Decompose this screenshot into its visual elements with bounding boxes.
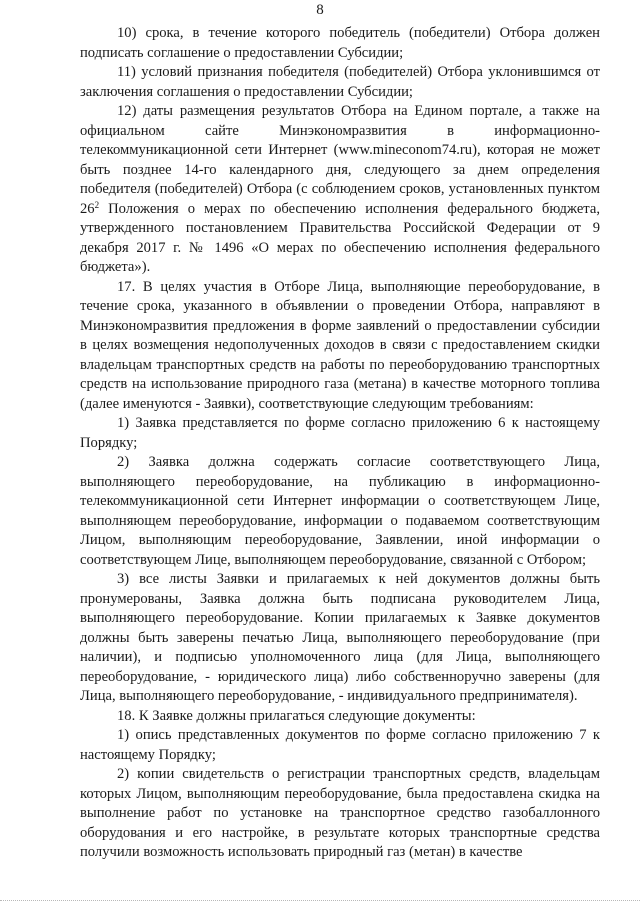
document-body (80, 24, 600, 863)
paragraph-12 (80, 102, 600, 278)
paragraph-17-item-3: 3) все листы Заявки и прилагаемых к ней документов должны быть пронумерованы, Заявка должна быть подписана руководителем Лица, выполняющего переоборудование. Копии прилагаемых к Заявке документов должны быть заверены печатью Лица, выполняющего переоборудование (при наличии), и подписью уполномоченного лица (для Лица, выполняющего переоборудование, - юридического лица) либо собственноручно заверены (для Лица, выполняющего переоборудование, - индивидуального предпринимателя). (80, 571, 600, 704)
paragraph-11: 11) условий признания победителя (победителей) Отбора уклонившимся от заключения соглашения о предоставлении Субсидии; (80, 64, 600, 100)
paragraph-12-tail: Положения о мерах по обеспечению исполнения федерального бюджета, утвержденного постановлением Правительства Российской Федерации от 9 декабря 2017 г. № 1496 «О мерах по обеспечению исполнения федерального бюджета»). (80, 200, 600, 275)
paragraph-18-item-1: 1) опись представленных документов по форме согласно приложению 7 к настоящему Порядку; (80, 727, 600, 763)
scan-edge-divider (0, 900, 640, 903)
paragraph-18: 18. К Заявке должны прилагаться следующие документы: (117, 707, 476, 724)
paragraph-12-text: 12) даты размещения результатов Отбора на Едином портале, а также на официальном сайте Минэкономразвития в информационно-телекоммуникационной сети Интернет (www.mineconom74.ru), которая не может быть позднее 14-го календарного дня, следующего за днем определения победителя (победителей) Отбора (с соблюдением сроков, установленных пунктом 26 (80, 103, 600, 217)
paragraph-17-item-1: 1) Заявка представляется по форме согласно приложению 6 к настоящему Порядку; (80, 415, 600, 451)
paragraph-17: 17. В целях участия в Отборе Лица, выполняющие переоборудование, в течение срока, указанного в объявлении о проведении Отбора, направляют в Минэкономразвития предложения в форме заявлений о предоставлении субсидии в целях возмещения недополученных доходов в связи с предоставлением скидки владельцам транспортных средств на работы по переоборудованию транспортных средств на использование природного газа (метана) в качестве моторного топлива (далее именуются - Заявки), соответствующие следующим требованиям: (80, 278, 600, 412)
page-number: 8 (316, 2, 324, 18)
superscript: 2 (94, 199, 100, 210)
paragraph-18-item-2: 2) копии свидетельств о регистрации транспортных средств, владельцам которых Лицом, выполняющим переоборудование, была предоставлена скидка на выполнение работ по установке на транспортное средство газобаллонного оборудования и его настройке, в результате которых транспортные средства получили возможность использовать природный газ (метан) в качестве (80, 766, 600, 860)
paragraph-17-item-2: 2) Заявка должна содержать согласие соответствующего Лица, выполняющего переоборудование, на публикацию в информационно-телекоммуникационной сети Интернет информации о соответствующем Лице, выполняющем переоборудование, информации о подаваемом соответствующим Лицом, выполняющим переоборудование, Заявлении, иной информации о соответствующем Лице, выполняющем переоборудование, связанной с Отбором; (80, 454, 600, 568)
paragraph-10: 10) срока, в течение которого победитель (победители) Отбора должен подписать соглашение о предоставлении Субсидии; (80, 25, 600, 61)
